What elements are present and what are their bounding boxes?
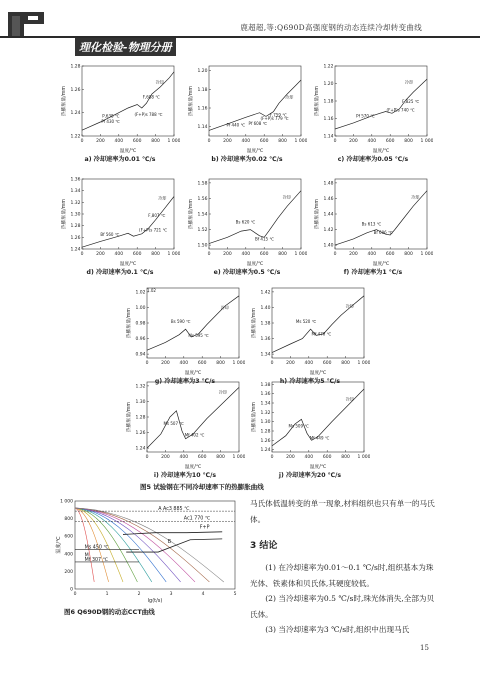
para-0: 马氏体低温转变的单一现象,材料组织也只有单一的马氏体。 (250, 499, 435, 524)
x-tick-label: 800 (341, 361, 350, 366)
x-axis-label: 温度/℃ (184, 371, 202, 376)
x-tick-label: 400 (304, 455, 314, 460)
x-axis-label: 温度/℃ (184, 465, 202, 470)
x-tick-label: 800 (151, 139, 160, 144)
curve-annotation: (F+P)s 779 ℃ (260, 116, 289, 122)
x-tick-label: 200 (96, 139, 105, 144)
y-tick-label: 1.48 (323, 181, 334, 187)
x-tick-label: 1 000 (420, 252, 433, 257)
x-tick-label: 200 (223, 252, 232, 257)
x-tick-label: 600 (259, 139, 269, 144)
x-axis-label: 温度/℃ (246, 149, 264, 154)
figure-6-caption: 图6 Q690D钢的动态CCT曲线 (64, 608, 155, 616)
y-axis-label: 热膨胀量/mm (315, 198, 320, 230)
x-tick-label: 400 (367, 139, 377, 144)
cct-y-tick: 1 000 (60, 499, 73, 505)
x-tick-label: 0 (270, 361, 274, 366)
plot-frame (272, 288, 364, 358)
curve-annotation: 1.02 (147, 287, 156, 293)
x-tick-label: 400 (114, 139, 124, 144)
x-tick-label: 1 000 (357, 361, 370, 366)
curve-annotation: 冷却 (282, 194, 291, 200)
x-tick-label: 0 (207, 252, 211, 257)
curve-annotation: 冷却 (404, 79, 413, 85)
y-tick-label: 1.26 (135, 431, 146, 437)
x-tick-label: 0 (145, 361, 149, 366)
x-tick-label: 200 (161, 361, 170, 366)
y-tick-label: 1.28 (70, 64, 81, 70)
fig5-panel-caption: e) 冷却速率为0.5 ℃/s (213, 269, 281, 276)
x-tick-label: 800 (151, 252, 160, 257)
curve-annotation: Ms 509 ℃ (288, 423, 309, 429)
cct-y-label: 温度/℃ (56, 536, 62, 554)
cct-x-tick: 2 (137, 592, 141, 597)
x-tick-label: 600 (322, 455, 332, 460)
x-tick-label: 0 (80, 139, 84, 144)
curve-annotation: Ms 520 ℃ (295, 319, 317, 324)
curve-annotation: Pf 608 ℃ (248, 120, 268, 126)
y-tick-label: 1.36 (260, 392, 271, 398)
curve-annotation: Bf 560 ℃ (100, 232, 120, 238)
fig5-panel-5 (313, 175, 433, 271)
curve-annotation: Bs 620 ℃ (235, 219, 256, 225)
y-axis-label: 热膨胀量/mm (189, 198, 194, 230)
x-tick-label: 800 (278, 139, 287, 144)
x-tick-label: 0 (270, 455, 274, 460)
curve-annotation: 冷却 (218, 389, 227, 395)
y-tick-label: 0.96 (135, 337, 146, 343)
x-tick-label: 600 (197, 455, 207, 460)
running-title: 鹿超超,等:Q690D高强度钢的动态连续冷却转变曲线 (240, 23, 422, 32)
y-tick-label: 1.52 (197, 228, 208, 234)
y-tick-label: 1.20 (323, 82, 334, 87)
paragraph-continuation (250, 496, 440, 527)
cct-region-label: M (84, 553, 89, 559)
curve-annotation: Pf 570 ℃ (356, 113, 375, 119)
y-axis-label: 热膨胀量/mm (62, 85, 67, 117)
y-tick-label: 1.42 (323, 228, 334, 234)
curve-annotation: Ms 507 ℃ (163, 420, 184, 426)
curve-annotation: Bs 590 ℃ (170, 319, 191, 324)
x-tick-label: 600 (197, 361, 207, 366)
y-tick-label: 1.42 (260, 290, 271, 296)
cct-y-tick: 400 (64, 552, 73, 558)
conclusion-2: (2) 当冷却速率为0.5 ℃/s时,珠光体消失,全部为贝氏体。 (250, 594, 435, 619)
curve-annotation: Bf 606 ℃ (373, 230, 393, 236)
fig5-panel-8 (125, 378, 245, 474)
y-tick-label: 1.14 (197, 125, 208, 131)
curve-annotation: 冷却 (158, 195, 167, 201)
dilatation-curve (82, 197, 174, 248)
x-tick-label: 800 (341, 455, 350, 460)
x-tick-label: 600 (259, 252, 269, 257)
x-tick-label: 600 (385, 139, 395, 144)
curve-annotation: 冷却 (220, 305, 229, 310)
cct-region-label: A Ac3 885 ℃ (158, 506, 190, 512)
x-axis-label: 温度/℃ (119, 262, 137, 267)
fig5-panel-caption: i) 冷却速率为10 ℃/s (153, 472, 217, 479)
curve-annotation: F,807 ℃ (148, 212, 166, 218)
cct-y-tick: 800 (64, 517, 73, 523)
x-tick-label: 200 (286, 455, 295, 460)
cct-y-tick: 200 (64, 569, 73, 575)
x-tick-label: 400 (304, 361, 314, 366)
y-tick-label: 1.58 (197, 181, 208, 187)
x-axis-label: 温度/℃ (372, 149, 390, 154)
x-tick-label: 1 000 (167, 252, 180, 257)
y-tick-label: 1.36 (70, 177, 81, 183)
figure-5-caption: 图5 试验钢在不同冷却速率下的热膨胀曲线 (140, 483, 264, 491)
fig5-panel-0 (60, 62, 180, 158)
cct-region-label: Mf 307 ℃ (84, 557, 109, 563)
y-tick-label: 1.38 (260, 321, 271, 327)
y-tick-label: 1.14 (323, 134, 334, 140)
cct-x-tick: 0 (73, 592, 77, 597)
curve-annotation: Bf 415 ℃ (255, 236, 274, 242)
x-tick-label: 400 (367, 252, 377, 257)
x-tick-label: 1 000 (420, 139, 433, 144)
fig5-panel-caption: c) 冷却速率为0.05 ℃/s (337, 156, 409, 163)
x-tick-label: 200 (223, 139, 232, 144)
x-tick-label: 1 000 (294, 139, 307, 144)
header-rule (0, 36, 480, 38)
x-tick-label: 800 (404, 139, 413, 144)
x-tick-label: 200 (96, 252, 105, 257)
y-axis-label: 热膨胀量/mm (62, 198, 67, 230)
y-tick-label: 1.28 (260, 429, 271, 435)
x-axis-label: 温度/℃ (309, 465, 327, 470)
y-tick-label: 1.38 (260, 382, 271, 388)
x-tick-label: 200 (161, 455, 170, 460)
y-tick-label: 1.32 (70, 200, 81, 206)
x-tick-label: 600 (132, 252, 142, 257)
dilatation-curve (147, 387, 239, 448)
y-tick-label: 1.26 (70, 235, 81, 241)
cct-x-tick: 1 (105, 592, 109, 597)
y-tick-label: 1.40 (323, 243, 334, 249)
y-tick-label: 1.22 (323, 64, 334, 70)
y-tick-label: 1.34 (260, 352, 271, 358)
cct-y-tick: 0 (70, 587, 73, 593)
y-axis-label: 热膨胀量/mm (315, 85, 320, 117)
curve-annotation: 冷却 (155, 79, 164, 85)
y-axis-label: 热膨胀量/mm (252, 401, 257, 433)
cct-x-tick: 3 (169, 592, 173, 597)
curve-annotation: Mf 449 ℃ (309, 435, 330, 441)
x-tick-label: 1 000 (232, 455, 245, 460)
y-tick-label: 1.34 (70, 189, 81, 195)
fig5-panel-4 (187, 175, 307, 271)
x-tick-label: 400 (179, 361, 189, 366)
y-tick-label: 1.56 (197, 196, 208, 202)
dilatation-curve (147, 296, 239, 350)
fig5-panel-2 (313, 62, 433, 158)
y-tick-label: 1.46 (323, 196, 334, 202)
x-tick-label: 600 (385, 252, 395, 257)
curve-annotation: Ms 595 ℃ (188, 333, 209, 338)
curve-annotation: F,688 ℃ (142, 94, 160, 100)
curve-annotation: (F+P)s 721 ℃ (139, 227, 167, 233)
y-tick-label: 1.26 (70, 87, 81, 93)
y-tick-label: 1.28 (135, 415, 146, 421)
curve-annotation: F,825 ℃ (402, 98, 420, 104)
fig5-panel-caption: h) 冷却速率为5 ℃/s (279, 378, 341, 385)
plot-frame (335, 179, 427, 249)
x-tick-label: 800 (278, 252, 287, 257)
curve-annotation: Mf 402 ℃ (184, 432, 205, 438)
y-tick-label: 1.20 (197, 69, 208, 75)
x-tick-label: 200 (349, 252, 358, 257)
curve-annotation: F,759 ℃ (269, 112, 287, 118)
y-tick-label: 1.34 (260, 401, 271, 407)
y-tick-label: 1.30 (70, 212, 81, 218)
cct-region-label: B (167, 540, 172, 546)
x-tick-label: 1 000 (167, 139, 180, 144)
plot-frame (272, 382, 364, 452)
curve-annotation: 冷却 (345, 303, 354, 309)
y-axis-label: 热膨胀量/mm (127, 307, 132, 339)
plot-frame (82, 66, 174, 136)
y-tick-label: 1.36 (260, 337, 271, 343)
fig5-panel-caption: b) 冷却速率为0.02 ℃/s (211, 156, 283, 163)
fig5-panel-caption: f) 冷却速率为1 ℃/s (343, 269, 403, 276)
cct-region-label: Ac1 770 ℃ (183, 516, 211, 522)
curve-annotation: Bs 613 ℃ (361, 221, 382, 227)
x-tick-label: 400 (241, 139, 251, 144)
y-tick-label: 1.18 (197, 87, 208, 93)
fig5-panel-caption: j) 冷却速率为20 ℃/s (278, 472, 342, 479)
fig5-panel-caption: d) 冷却速率为0.1 ℃/s (86, 269, 154, 276)
fig5-panel-1 (187, 62, 307, 158)
y-tick-label: 1.24 (135, 446, 146, 452)
fig5-panel-6 (125, 284, 245, 380)
section-heading: 3 结论 (250, 541, 278, 551)
figure-6-cct-chart (55, 497, 240, 605)
y-tick-label: 1.54 (197, 212, 208, 218)
x-tick-label: 600 (132, 139, 142, 144)
curve-annotation: P,638 ℃ (102, 113, 120, 119)
y-tick-label: 1.18 (323, 99, 334, 105)
fig5-panel-7 (250, 284, 370, 380)
y-tick-label: 1.40 (260, 305, 271, 311)
cct-region-label: F+P (199, 525, 210, 531)
curve-annotation: Pf 440 ℃ (226, 122, 245, 128)
y-tick-label: 1.28 (70, 224, 81, 230)
x-tick-label: 800 (404, 252, 413, 257)
y-tick-label: 0.94 (135, 352, 146, 358)
x-axis-label: 温度/℃ (119, 149, 137, 154)
x-tick-label: 1 000 (232, 361, 245, 366)
x-axis-label: 温度/℃ (246, 262, 264, 267)
y-tick-label: 1.02 (135, 290, 146, 296)
x-tick-label: 1 000 (294, 252, 307, 257)
y-tick-label: 1.30 (135, 399, 146, 405)
x-tick-label: 0 (207, 139, 211, 144)
x-tick-label: 200 (286, 361, 295, 366)
x-tick-label: 1 000 (357, 455, 370, 460)
x-axis-label: 温度/℃ (309, 371, 327, 376)
y-tick-label: 1.30 (260, 420, 271, 426)
curve-annotation: Pf 430 ℃ (101, 119, 120, 125)
x-tick-label: 400 (179, 455, 189, 460)
page-number: 15 (420, 644, 429, 652)
x-tick-label: 0 (333, 139, 337, 144)
conclusion-3: (3) 当冷却速率为3 ℃/s时,组织中出现马氏 (265, 625, 410, 634)
curve-annotation: 冷却 (285, 94, 294, 100)
fig5-panel-9 (250, 378, 370, 474)
y-axis-label: 热膨胀量/mm (252, 307, 257, 339)
y-tick-label: 1.32 (260, 410, 271, 416)
fig5-panel-caption: g) 冷却速率为3 ℃/s (154, 378, 216, 385)
x-tick-label: 200 (349, 139, 358, 144)
x-tick-label: 0 (145, 455, 149, 460)
conclusions (250, 560, 440, 638)
x-tick-label: 400 (241, 252, 251, 257)
curve-annotation: (F+P)s 788 ℃ (134, 112, 163, 118)
curve-annotation: 冷却 (411, 194, 420, 200)
y-tick-label: 1.22 (70, 134, 81, 140)
x-tick-label: 800 (216, 361, 225, 366)
fig5-panel-3 (60, 175, 180, 271)
y-tick-label: 1.24 (260, 448, 271, 454)
cct-x-label: lg(t/s) (147, 598, 163, 604)
y-tick-label: 1.44 (323, 212, 334, 218)
cct-x-tick: 4 (201, 592, 205, 597)
y-tick-label: 1.24 (70, 111, 81, 117)
y-tick-label: 1.50 (197, 243, 208, 249)
cct-x-tick: 5 (233, 592, 237, 597)
curve-annotation: 冷却 (345, 396, 354, 402)
y-tick-label: 0.98 (135, 321, 146, 327)
cct-region-label: Ms 450 ℃ (84, 545, 109, 551)
x-tick-label: 400 (114, 252, 124, 257)
curve-annotation: Mf 470 ℃ (311, 331, 332, 337)
y-tick-label: 1.26 (260, 438, 271, 444)
x-tick-label: 800 (216, 455, 225, 460)
fig5-panel-caption: a) 冷却速率为0.01 ℃/s (84, 156, 156, 163)
y-tick-label: 1.16 (323, 117, 334, 122)
y-tick-label: 1.16 (197, 106, 208, 112)
curve-annotation: (F+P)s 740 ℃ (386, 107, 415, 113)
x-tick-label: 0 (333, 252, 337, 257)
y-tick-label: 1.24 (70, 247, 81, 253)
y-tick-label: 1.00 (135, 305, 146, 311)
y-tick-label: 1.32 (135, 384, 146, 390)
y-axis-label: 热膨胀量/mm (189, 85, 194, 117)
cct-y-tick: 600 (64, 534, 73, 540)
conclusion-1: (1) 在冷却速率为0.01～0.1 ℃/s时,组织基本为珠光体、铁素体和贝氏体,其硬度较低。 (250, 563, 434, 588)
dilatation-curve (335, 79, 427, 129)
x-axis-label: 温度/℃ (372, 262, 390, 267)
y-axis-label: 热膨胀量/mm (127, 401, 132, 433)
x-tick-label: 600 (322, 361, 332, 366)
journal-name: 理化检验-物理分册 (75, 38, 176, 56)
plot-frame (147, 288, 239, 358)
x-tick-label: 0 (80, 252, 84, 257)
